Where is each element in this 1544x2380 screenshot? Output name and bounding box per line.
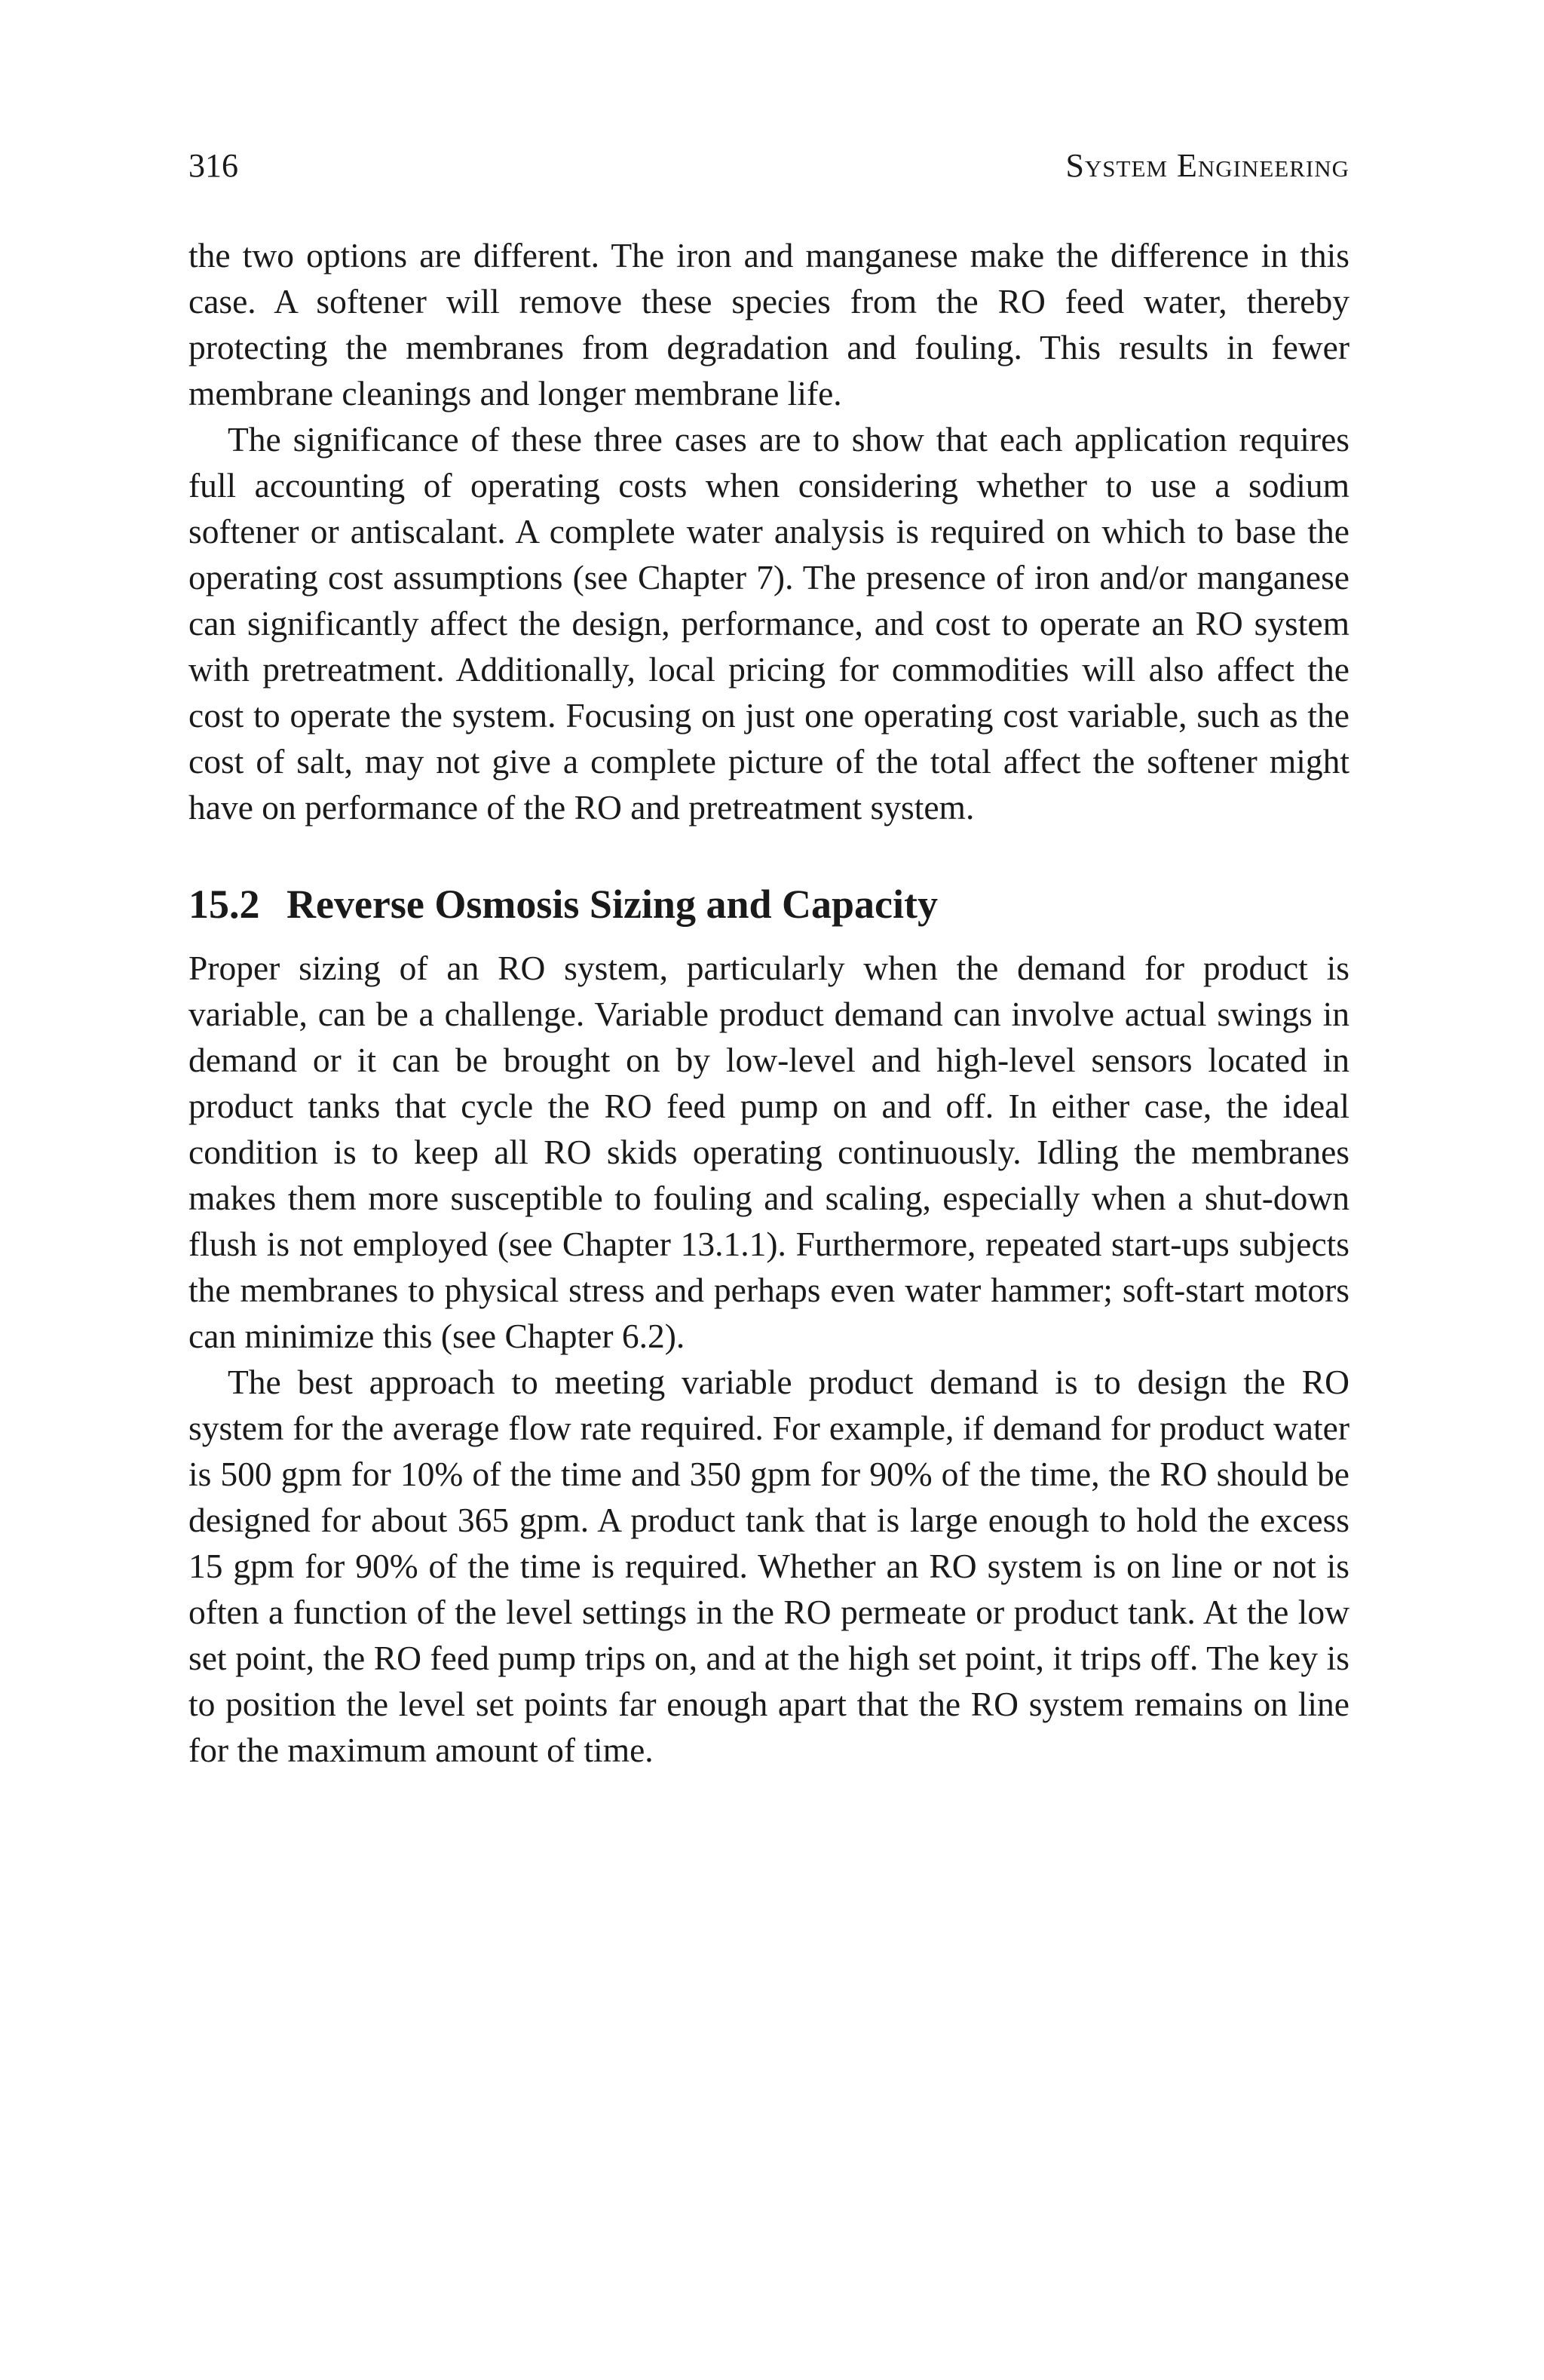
paragraph-continuation: the two options are different. The iron and manganese make the difference in this case. A softener will remove these species from the RO feed water, thereby protecting the membranes from degradation and fouling. This results in fewer membrane cleanings and longer membrane life. xyxy=(188,236,1349,413)
running-title: System Engineering xyxy=(1065,147,1349,184)
running-head xyxy=(188,143,1349,189)
paragraph-significance: The significance of these three cases are to show that each application requires full accounting of operating costs when considering whether to use a sodium softener or antiscalant. A complete water analysis is required on which to base the operating cost assumptions (see Chapter 7). The presence of iron and/or manganese can significantly affect the design, performance, and cost to operate an RO system with pretreatment. Additionally, local pricing for commodities will also affect the cost to operate the system. Focusing on just one operating cost variable, such as the cost of salt, may not give a complete picture of the total affect the softener might have on performance of the RO and pretreatment system. xyxy=(188,420,1349,827)
section-number: 15.2 xyxy=(188,882,260,927)
paragraph-best-approach: The best approach to meeting variable product demand is to design the RO system for the average flow rate required. For example, if demand for product water is 500 gpm for 10% of the time and 350 gpm for 90% of the time, the RO should be designed for about 365 gpm. A product tank that is large enough to hold the excess 15 gpm for 90% of the time is required. Whether an RO system is on line or not is often a function of the level settings in the RO permeate or product tank. At the low set point, the RO feed pump trips on, and at the high set point, it trips off. The key is to position the level set points far enough apart that the RO system remains on line for the maximum amount of time. xyxy=(188,1363,1349,1769)
page-number: 316 xyxy=(188,147,238,184)
section-title: Reverse Osmosis Sizing and Capacity xyxy=(286,882,938,927)
section-heading xyxy=(188,880,1349,928)
paragraph-proper-sizing: Proper sizing of an RO system, particularly when the demand for product is variable, can be a challenge. Variable product demand can involve actual swings in demand or it can be brought on by low-level and high-level sensors located in product tanks that cycle the RO feed pump on and off. In either case, the ideal condition is to keep all RO skids operating continuously. Idling the membranes makes them more susceptible to fouling and scaling, especially when a shut-down flush is not employed (see Chapter 13.1.1). Furthermore, repeated start-ups subjects the membranes to physical stress and perhaps even water hammer; soft-start motors can minimize this (see Chapter 6.2). xyxy=(188,949,1349,1355)
book-page xyxy=(188,143,1349,1773)
